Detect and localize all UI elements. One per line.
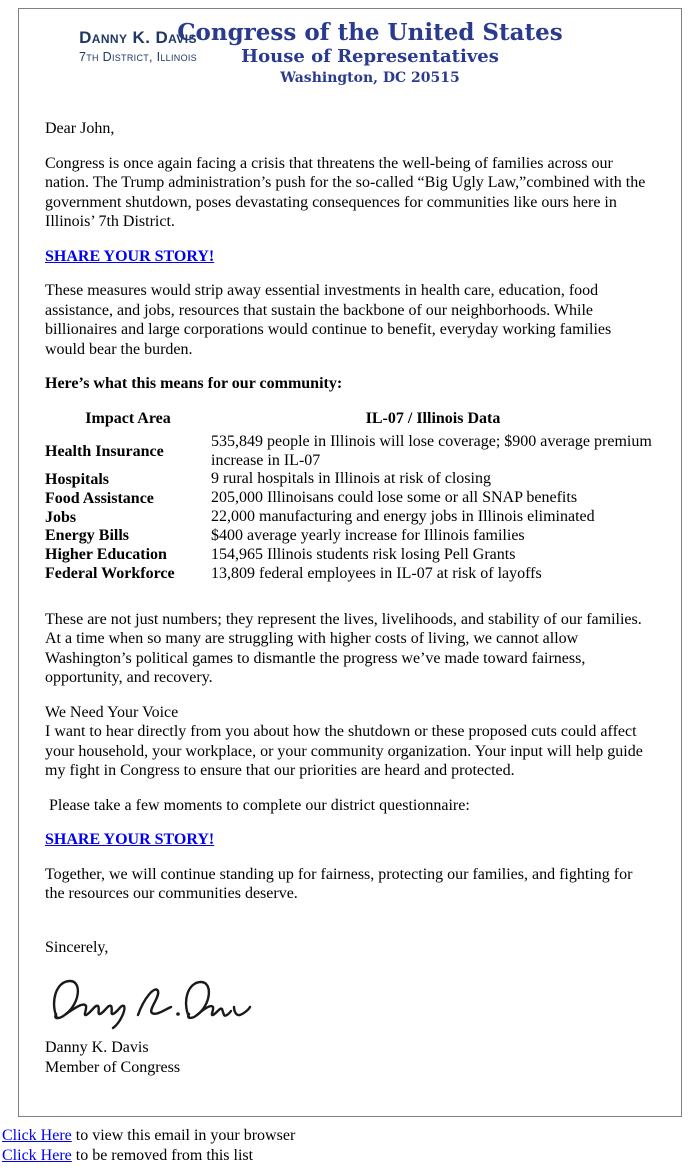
member-block (79, 29, 197, 64)
table-row (45, 508, 655, 527)
impact-data-value: 13,809 federal employees in IL-07 at risk of layoffs (211, 564, 542, 582)
table-row (45, 546, 655, 565)
view-in-browser-line (2, 1127, 700, 1145)
table-row (45, 433, 655, 471)
share-link-line-1 (45, 247, 655, 267)
signature-name: Danny K. Davis (45, 1039, 149, 1057)
share-link-line-2 (45, 830, 655, 850)
il07-data-header: IL-07 / Illinois Data (365, 409, 501, 427)
signature-svg (45, 972, 265, 1032)
impact-area-label: Food Assistance (45, 489, 154, 507)
view-in-browser-link[interactable]: Click Here (2, 1127, 72, 1145)
impact-area-header: Impact Area (85, 409, 171, 427)
letter (18, 8, 682, 1117)
signature-title: Member of Congress (45, 1058, 181, 1076)
impact-data-value: $400 average yearly increase for Illinois families (211, 527, 525, 545)
letterhead (45, 21, 655, 107)
email-body (0, 8, 700, 1165)
impact-area-label: Jobs (45, 508, 77, 526)
unsubscribe-line (2, 1147, 700, 1165)
table-row (45, 527, 655, 546)
house-title: House of Representatives (241, 46, 499, 68)
unsubscribe-text: to be removed from this list (71, 1147, 254, 1164)
impact-data-value: 154,965 Illinois students risk losing Pell Grants (211, 545, 516, 563)
impact-area-label: Higher Education (45, 546, 167, 564)
congress-title: Congress of the United States (177, 19, 563, 46)
voice-heading: We Need Your Voice (45, 703, 179, 721)
paragraph-questionnaire: Please take a few moments to complete our district questionnaire: (45, 796, 470, 814)
paragraph-voice: I want to hear directly from you about how the shutdown or these proposed cuts could affect your household, your workplace, or your community organization. Your input will help guide my fight in Congress to ensure that our priorities are heard and protected. (45, 723, 643, 780)
impact-data-value: 535,849 people in Illinois will lose coverage; $900 average premium increase in IL-07 (211, 432, 652, 469)
paragraph-together: Together, we will continue standing up for fairness, protecting our families, and fighting for the resources our communities deserve. (45, 865, 633, 903)
washington-line: Washington, DC 20515 (280, 70, 460, 87)
impact-table (45, 410, 655, 584)
share-your-story-link-1[interactable]: SHARE YOUR STORY! (45, 247, 215, 265)
paragraph-numbers: These are not just numbers; they represent the lives, livelihoods, and stability of our families. At a time when so many are struggling with higher costs of living, we cannot allow Washington’s political games to dismantle the progress we’ve made toward fairness, opportunity, and recovery. (45, 610, 642, 687)
impact-data-value: 22,000 manufacturing and energy jobs in Illinois eliminated (211, 508, 595, 526)
closing: Sincerely, (45, 938, 109, 956)
table-row (45, 470, 655, 489)
impact-area-label: Federal Workforce (45, 565, 175, 583)
member-district: 7th District, Illinois (79, 49, 197, 64)
member-name: Danny K. Davis (79, 28, 197, 47)
impact-area-label: Energy Bills (45, 527, 130, 545)
impact-data-value: 205,000 Illinoisans could lose some or all SNAP benefits (211, 489, 578, 507)
share-your-story-link-2[interactable]: SHARE YOUR STORY! (45, 831, 215, 849)
salutation: Dear John, (45, 120, 115, 137)
table-row (45, 565, 655, 584)
table-row (45, 489, 655, 508)
footer-links (2, 1127, 700, 1164)
impact-area-label: Health Insurance (45, 442, 164, 460)
table-header-row (45, 410, 655, 428)
paragraph-crisis: Congress is once again facing a crisis that threatens the well-being of families across our nation. The Trump administration’s push for the so-called “Big Ugly Law,”combined with the government shutdown, poses devastating consequences for communities like ours here in Illinois’ 7th District. (45, 154, 646, 231)
unsubscribe-link[interactable]: Click Here (2, 1147, 72, 1164)
impact-data-value: 9 rural hospitals in Illinois at risk of closing (211, 470, 491, 488)
view-in-browser-text: to view this email in your browser (71, 1127, 296, 1145)
impact-area-label: Hospitals (45, 470, 110, 488)
community-heading: Here’s what this means for our community: (45, 375, 343, 393)
signature-image (45, 972, 655, 1032)
paragraph-measures: These measures would strip away essential investments in health care, education, food assistance, and jobs, resources that sustain the backbone of our neighborhoods. While billionaires and large corporations would continue to benefit, everyday working families would bear the burden. (45, 282, 612, 358)
